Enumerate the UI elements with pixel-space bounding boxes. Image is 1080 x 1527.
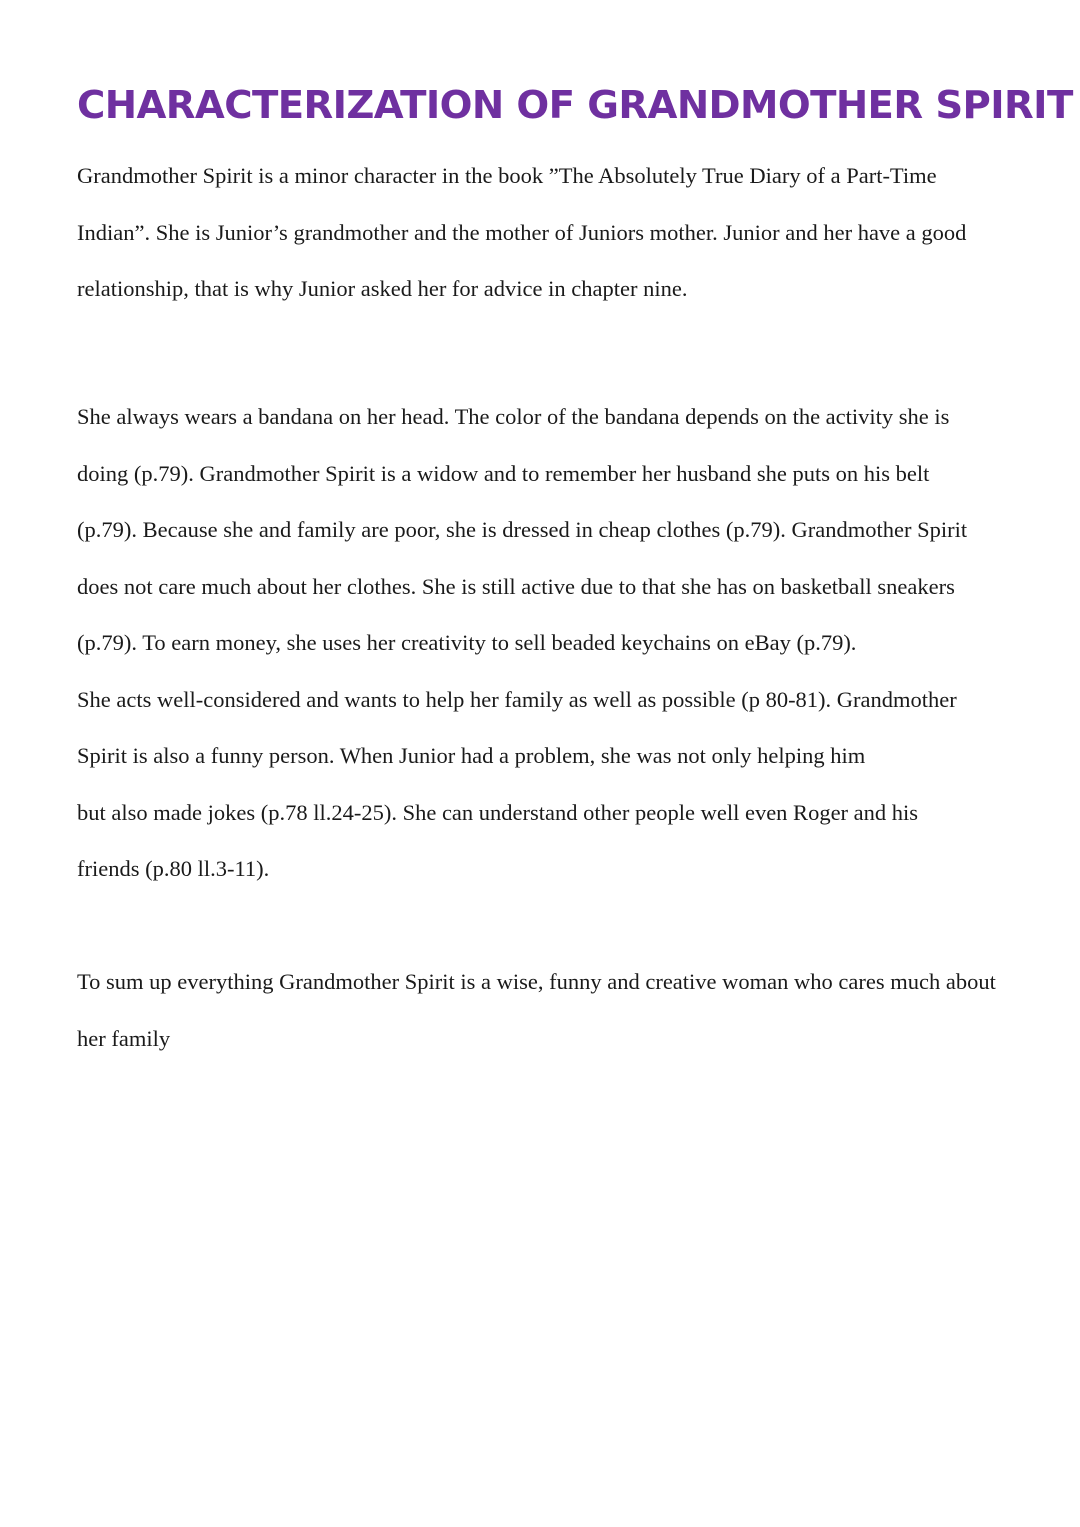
paragraph-line: To sum up everything Grandmother Spirit is a wise, funny and creative woman who cares much about (77, 969, 996, 994)
paragraph-line: (p.79). Because she and family are poor, she is dressed in cheap clothes (p.79). Grandmother Spirit (77, 517, 968, 542)
paragraph-line: does not care much about her clothes. She is still active due to that she has on basketball sneakers (77, 573, 955, 599)
paragraph-line: relationship, that is why Junior asked her for advice in chapter nine. (77, 276, 688, 301)
paragraph-line: Indian”. She is Junior’s grandmother and the mother of Juniors mother. Junior and her have a good (77, 219, 967, 245)
page-title: CHARACTERIZATION OF GRANDMOTHER SPIRIT (77, 83, 1073, 128)
paragraph-line: but also made jokes (p.78 ll.24-25). She can understand other people well even Roger and his (77, 799, 919, 825)
paragraph-line: (p.79). To earn money, she uses her creativity to sell beaded keychains on eBay (p.79). (77, 630, 857, 655)
paragraph-introduction (77, 148, 1072, 318)
paragraph-line: doing (p.79). Grandmother Spirit is a widow and to remember her husband she puts on his belt (77, 460, 930, 486)
paragraph-line: Spirit is also a funny person. When Junior had a problem, she was not only helping him (77, 743, 866, 768)
paragraph-conclusion (77, 954, 1072, 1067)
paragraph-line: Grandmother Spirit is a minor character in the book ”The Absolutely True Diary of a Part-Time (77, 163, 937, 188)
paragraph-line: her family (77, 1025, 171, 1051)
paragraph-line: She acts well-considered and wants to help her family as well as possible (p 80-81). Grandmother (77, 686, 957, 712)
paragraph-line: She always wears a bandana on her head. The color of the bandana depends on the activity she is (77, 404, 950, 429)
paragraph-description (77, 389, 1072, 898)
paragraph-line: friends (p.80 ll.3-11). (77, 856, 270, 881)
